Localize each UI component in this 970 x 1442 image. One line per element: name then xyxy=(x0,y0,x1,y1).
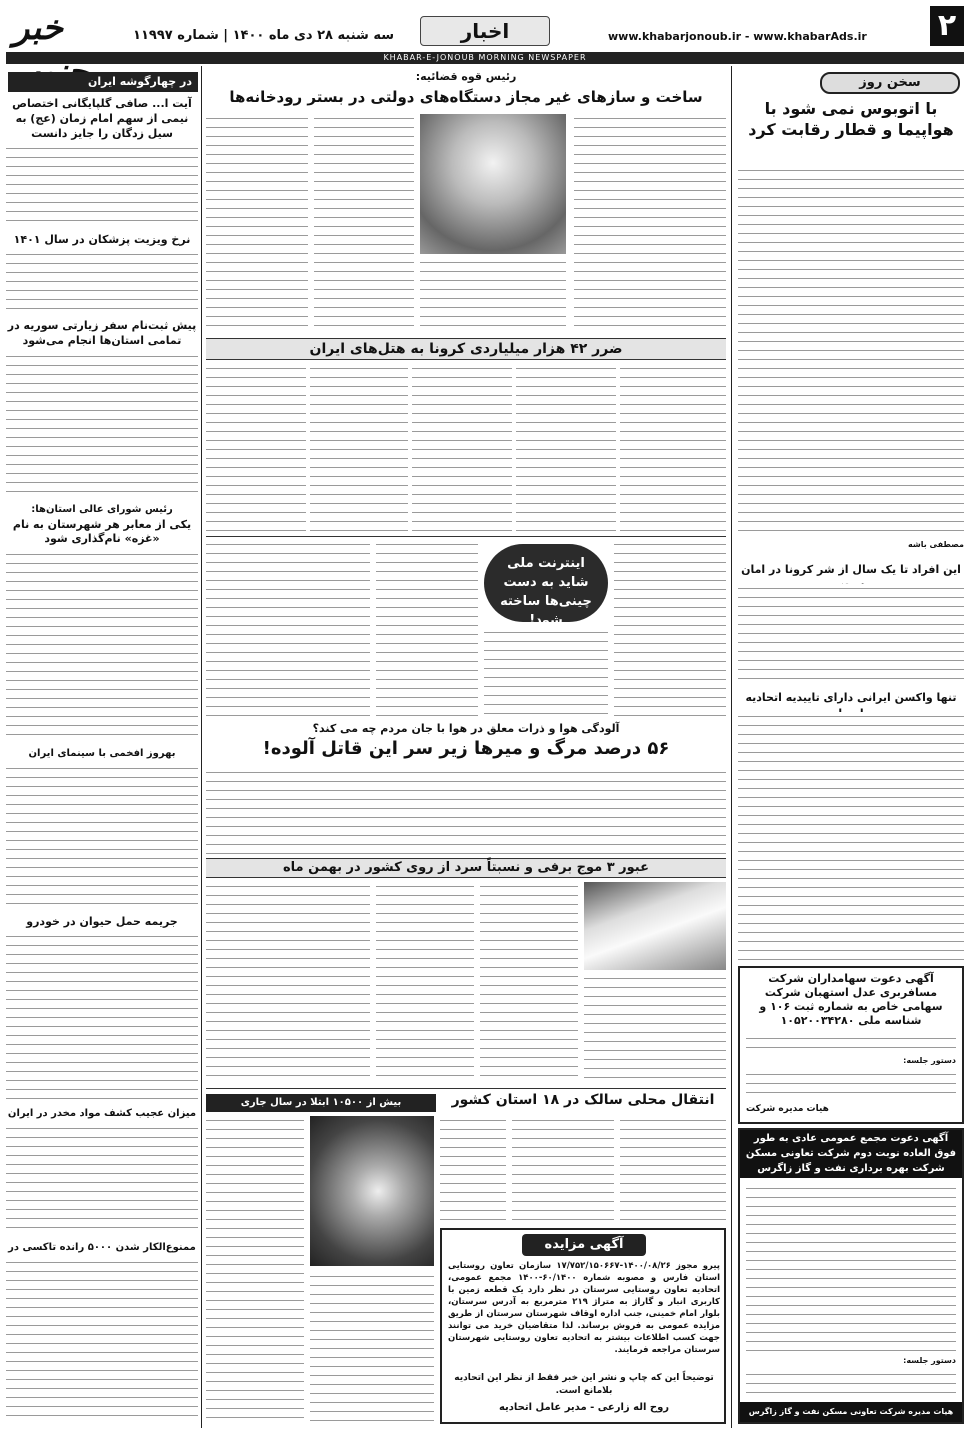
internet-cloud-title: اینترنت ملی شاید به دست چینی‌ها ساخته شود! xyxy=(484,544,608,622)
ad-housing-agenda: دستور جلسه: xyxy=(903,1356,956,1365)
ad-shareholders-items xyxy=(746,1070,956,1100)
lead-col-2 xyxy=(420,258,566,334)
editorial-author: مصطفی باشه xyxy=(908,540,964,549)
editorial-body xyxy=(738,166,964,536)
section-divider xyxy=(206,536,726,537)
ad-shareholders-title: آگهی دعوت سهامداران شرکت مسافربری عدل استهبان شرکت سهامی خاص به شماره ثبت ۱۰۶ و شناسه ملی ۱۰۵۲۰۰۳۴۲۸۰ xyxy=(759,972,943,1027)
item6-body xyxy=(6,932,198,1102)
item5-title: بهروز افخمی با سینمای ایران xyxy=(28,748,176,759)
editorial-badge: سخن روز xyxy=(820,72,960,94)
judiciary-chief-photo xyxy=(420,114,566,254)
corona-col-2 xyxy=(516,364,616,532)
header-urls[interactable]: www.khabarjonoub.ir - www.khabarAds.ir xyxy=(608,30,867,43)
snow-title: عبور ۳ موج برفی و نسبتاً سرد از روی کشور در بهمن ماه xyxy=(283,860,649,875)
ad-housing-signature: هیات مدیره شرکت تعاونی مسکن نفت و گاز زاگرس جنوبی xyxy=(740,1402,962,1422)
corona-title: ضرر ۴۲ هزار میلیاردی کرونا به هتل‌های ایران xyxy=(309,341,623,357)
item1-title: آیت ا... صافی گلپایگانی اختصاص نیمی از سهم امام زمان (عج) به سیل زدگان را جایز دانست xyxy=(12,97,192,140)
internet-col-1 xyxy=(614,540,726,720)
article-vaccine-title: تنها واکسن ایرانی دارای تاییدیه اتحادیه xyxy=(745,691,957,704)
corona-col-4 xyxy=(310,364,408,532)
item2-title: نرخ ویزیت پزشکان در سال ۱۴۰۱ xyxy=(13,233,191,246)
newspaper-logo: خبر xyxy=(12,8,64,48)
english-name-bar: KHABAR-E-JONOUB MORNING NEWSPAPER xyxy=(6,52,964,64)
ad-housing-text xyxy=(746,1184,956,1354)
item4-body xyxy=(6,550,198,742)
item6-title: جریمه حمل حیوان در خودرو xyxy=(26,915,178,928)
lead-col-1 xyxy=(574,114,726,334)
editorial-title: با اتوبوس نمی شود با هواپیما و قطار رقابت کرد xyxy=(748,99,954,139)
malaria-col-1 xyxy=(620,1116,726,1224)
ad-housing-items xyxy=(746,1370,956,1400)
snow-col-2 xyxy=(480,882,578,1084)
lead-col-4 xyxy=(206,114,308,334)
internet-col-3 xyxy=(376,540,478,720)
auction-signature: روح اله زارعی - مدیر عامل اتحادیه xyxy=(498,1402,670,1413)
ad-shareholders-text xyxy=(746,1034,956,1054)
ad-shareholders-adl xyxy=(738,966,964,1124)
article-corona-immune-title: این افراد تا یک سال از شر کرونا در امان xyxy=(741,563,961,576)
auction-ad xyxy=(440,1228,726,1424)
item7-title: میزان عجیب کشف مواد مخدر در ایران xyxy=(7,1108,197,1119)
lead-kicker: رئیس قوه قضائیه: xyxy=(415,70,517,83)
malaria-col-4 xyxy=(206,1116,304,1422)
corona-title-bar xyxy=(206,338,726,360)
left-column-badge: در چهارگوشه ایران xyxy=(8,72,198,92)
issue-date: سه شنبه ۲۸ دی ماه ۱۴۰۰ | شماره ۱۱۹۹۷ xyxy=(133,28,394,43)
ad-shareholders-signature: هیات مدیره شرکت xyxy=(746,1104,829,1114)
item5-body xyxy=(6,764,198,910)
corona-col-1 xyxy=(620,364,726,532)
auction-note: توضیحاً این که چاپ و نشر این خبر فقط از نظر این اتحادیه بلامانع است. xyxy=(454,1373,714,1396)
column-rule-left xyxy=(201,66,202,1428)
snow-col-1 xyxy=(584,974,726,1084)
snow-col-4 xyxy=(206,882,370,1084)
malaria-subtitle: بیش از ۱۰۵۰۰ ابتلا در سال جاری xyxy=(206,1094,436,1112)
ad-housing-coop xyxy=(738,1128,964,1436)
malaria-title: انتقال محلی سالک در ۱۸ استان کشور xyxy=(451,1092,715,1108)
item7-body xyxy=(6,1124,198,1236)
ad-housing-title: آگهی دعوت مجمع عمومی عادی به طور فوق العاده نوبت دوم شرکت تعاونی مسکن شرکت بهره برداری نفت و گاز زاگرس xyxy=(740,1130,962,1178)
article-vaccine-body xyxy=(738,712,964,962)
item1-body xyxy=(6,144,198,228)
ad-shareholders-agenda: دستور جلسه: xyxy=(903,1056,956,1065)
column-rule-right xyxy=(731,66,732,1428)
item3-title: پیش ثبت‌نام سفر زیارتی سوریه در تمامی استان‌ها انجام می‌شود xyxy=(7,319,197,347)
item3-body xyxy=(6,352,198,500)
snow-col-3 xyxy=(376,882,474,1084)
corona-col-5 xyxy=(206,364,306,532)
malaria-divider xyxy=(206,1088,726,1089)
page-number: ۲ xyxy=(930,6,964,46)
pollution-title: ۵۶ درصد مرگ و میرها زیر سر این قاتل آلوده! xyxy=(262,738,670,759)
malaria-col-5 xyxy=(310,1272,434,1422)
internet-col-4 xyxy=(206,540,370,720)
item2-body xyxy=(6,250,198,312)
lead-col-3 xyxy=(314,114,414,334)
snow-photo xyxy=(584,882,726,970)
item8-title: ممنوع‌الکار شدن ۵۰۰۰ رانده تاکسی در xyxy=(8,1242,196,1253)
auction-title: آگهی مزایده xyxy=(522,1234,646,1256)
pollution-kicker: آلودگی هوا و ذرات معلق در هوا با جان مردم چه می کند؟ xyxy=(312,722,620,735)
article-corona-immune-body xyxy=(738,584,964,684)
item4-kicker: رئیس شورای عالی استان‌ها: xyxy=(31,504,173,515)
malaria-col-3 xyxy=(440,1116,506,1224)
item4-title: یکی از معابر هر شهرستان به نام «غزه» نام‌گذاری شود xyxy=(12,518,192,545)
item8-body xyxy=(6,1258,198,1424)
section-label: اخبار xyxy=(420,16,550,46)
auction-body: پیرو مجوز ۱۴۰۰/۰۸/۲۶-۱۷/۷۵۲/۱۵۰۶۶۷ سازمان تعاون روستایی استان فارس و مصوبه شماره ۶۰/۱۴۰۰-۱۴۰۰ مجمع عمومی، اتحادیه تعاون روستایی سرستان در نظر دارد یک قطعه زمین با کاربری انبار و گاراژ به متراژ ۲۱۹ مترمربع به آدرس سرستان، بلوار امام خمینی، جنب اداره اوقاف شهرستان سرستان از طریق مزایده عمومی به فروش برساند. لذا متقاضیان خرید می توانند جهت کسب اطلاعات بیشتر به اتحادیه تعاون روستایی شهرستان سرستان مراجعه فرمایند. xyxy=(448,1261,720,1355)
lead-title: ساخت و سازهای غیر مجاز دستگاه‌های دولتی در بستر رودخانه‌ها xyxy=(229,88,703,106)
malaria-col-2 xyxy=(512,1116,614,1224)
pollution-body xyxy=(206,768,726,856)
snow-title-bar xyxy=(206,858,726,878)
corona-col-3 xyxy=(412,364,512,532)
mosquito-photo xyxy=(310,1116,434,1266)
internet-col-2 xyxy=(484,628,608,720)
